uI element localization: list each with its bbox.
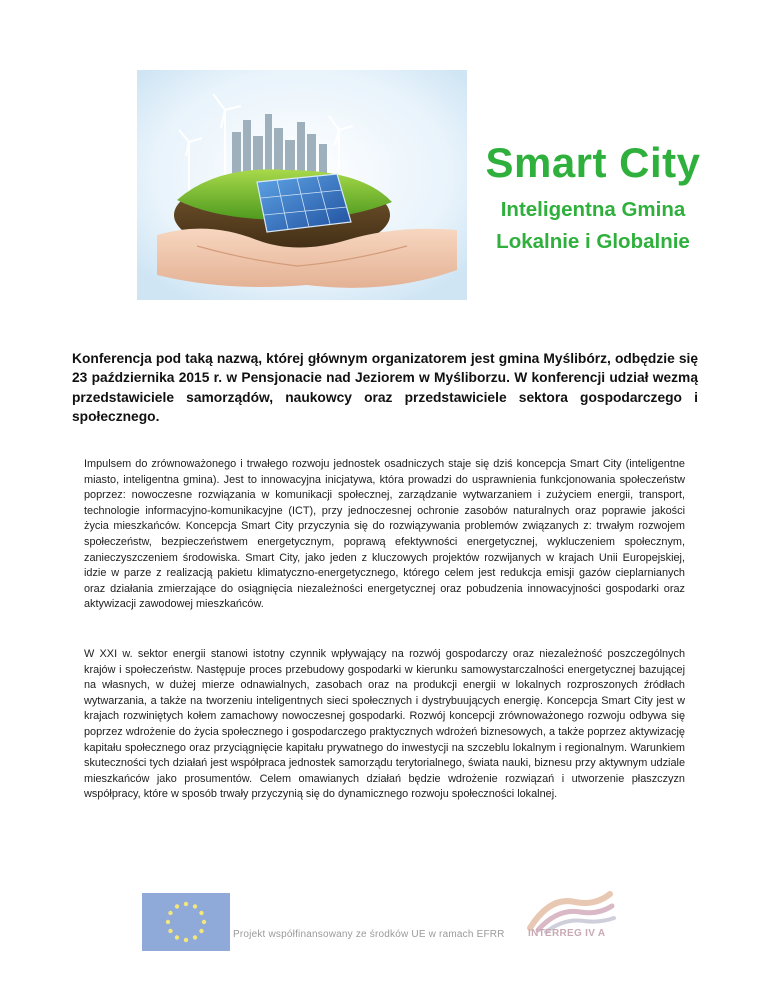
interreg-logo [520,888,620,948]
solar-panel [257,174,351,232]
lead-paragraph: Konferencja pod taką nazwą, której głównym organizatorem jest gmina Myślibórz, odbędzie się 23 października 2015 r. w Pensjonacie nad Jeziorem w Myśliborzu. W konferencji udział wezmą przedstawiciele samorządów, naukowcy oraz przedstawiciele sektora gospodarczego i społecznego. [72,351,698,425]
body-paragraph-2: W XXI w. sektor energii stanowi istotny czynnik wpływający na rozwój gospodarczy oraz niezależność poszczególnych krajów i społeczeństw. Następuje proces przebudowy gospodarki w kierunku samowystarczalności energetycznej bazującej na własnych, w dużej mierze odnawialnych, zasobach oraz na produkcji energii w lokalnych rozproszonych źródłach wytwarzania, a także na tworzeniu inteligentnych sieci społecznych i dystrybuujących energię. Koncepcja Smart City jest w krajach rozwiniętych kołem zamachowy nowoczesnej gospodarki. Rozwój koncepcji zrównoważonego rozwoju odbywa się poprzez wdrożenie do życia społecznego i gospodarczego praktycznych wdrożeń biznesowych, a także poprzez aktywizację kapitału społecznego oraz przyciągnięcie kapitału prywatnego do inwestycji na szczeblu lokalnym i regionalnym. Warunkiem skuteczności tych działań jest współpraca jednostek samorządu terytorialnego, świata nauki, biznesu przy aktywnym udziale mieszkańców jako prosumentów. Celem omawianych działań będzie wdrożenie rozwiązań i utworzenie płaszczyzn współpracy, które w sposób trwały przyczynią się do dynamicznego rozwoju społeczności lokalnej. [84,648,685,801]
hero-illustration [137,70,467,300]
interreg-label: INTERREG IV A [528,928,606,939]
body-paragraph-1: Impulsem do zrównoważonego i trwałego rozwoju jednostek osadniczych staje się dziś koncepcja Smart City (inteligentne miasto, inteligentna gmina). Jest to innowacyjna inicjatywa, która prowadzi do usprawnienia funkcjonowania społeczeństw poprzez: nowoczesne rozwiązania w komunikacji społecznej, zarządzanie wytwarzaniem i zużyciem energii, transport, technologie informacyjno-komunikacyjne (ICT), przy jednoczesnej ochronie zasobów naturalnych oraz poprawie jakości życia mieszkańców. Koncepcja Smart City przyczynia się do rozwiązywania problemów związanych z: trwałym rozwojem społeczeństw, bezpieczeństwem energetycznym, poprawą efektywności energetycznej, wykluczeniem społecznym, zanieczyszczeniem środowiska. Smart City, jako jeden z kluczowych projektów rozwijanych w krajach Unii Europejskiej, idzie w parze z realizacją pakietu klimatyczno-energetycznego, którego celem jest redukcja emisji gazów cieplarnianych oraz działania zmierzające do osiągnięcia niezależności energetycznej oraz pobudzenia innowacyjności gospodarki oraz aktywizacji zawodowej mieszkańców. [84,458,685,611]
subtitle-line-1: Inteligentna Gmina [500,198,686,221]
page-title: Smart City [485,139,701,186]
subtitle-line-2: Lokalnie i Globalnie [496,230,690,253]
eu-flag-logo [142,893,230,951]
funding-note: Projekt współfinansowany ze środków UE w ramach EFRR [233,929,505,940]
